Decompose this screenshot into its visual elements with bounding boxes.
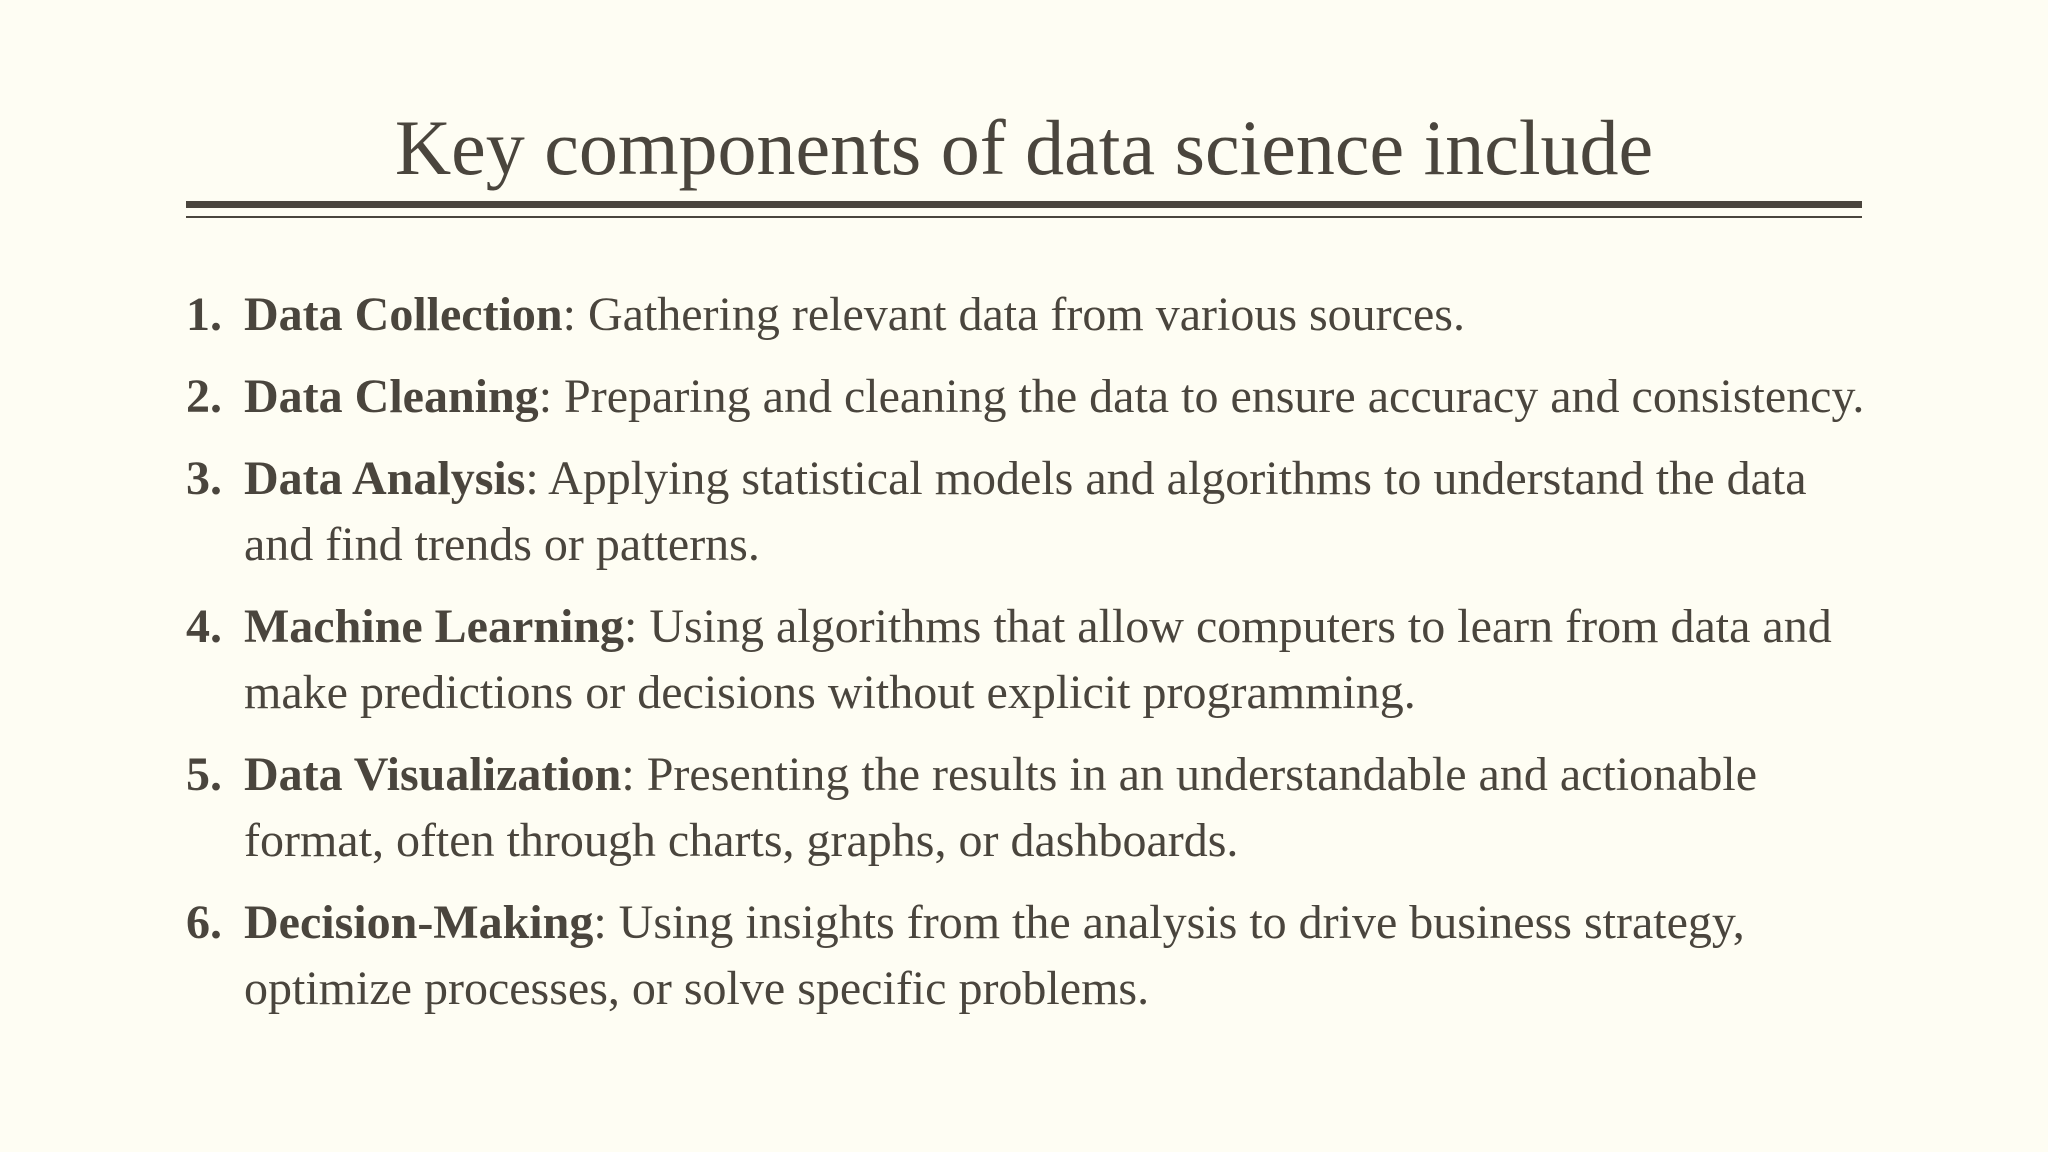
- item-number: 6.: [186, 896, 222, 949]
- item-description: : Applying statistical models and algorithms to understand the data and find trends or patterns.: [244, 452, 1807, 571]
- list-item: [186, 446, 1876, 578]
- item-term: Decision-Making: [244, 896, 594, 949]
- item-term: Data Analysis: [244, 452, 526, 505]
- slide-title: Key components of data science include: [394, 104, 1654, 191]
- item-number: 4.: [186, 600, 222, 653]
- item-number: 3.: [186, 452, 222, 505]
- title-rule-thin: [186, 216, 1862, 218]
- item-description: : Using insights from the analysis to drive business strategy, optimize processes, or solve specific problems.: [244, 896, 1745, 1015]
- components-list: [186, 282, 1876, 1038]
- item-description: : Presenting the results in an understandable and actionable format, often through charts, graphs, or dashboards.: [244, 748, 1758, 867]
- title-rule-thick: [186, 201, 1862, 208]
- list-item: [186, 890, 1876, 1022]
- item-term: Data Collection: [244, 288, 563, 341]
- item-description: : Using algorithms that allow computers to learn from data and make predictions or decisions without explicit programming.: [244, 600, 1832, 719]
- list-item: [186, 282, 1876, 348]
- item-term: Machine Learning: [244, 600, 624, 653]
- item-number: 2.: [186, 370, 222, 423]
- item-number: 5.: [186, 748, 222, 801]
- item-description: : Preparing and cleaning the data to ensure accuracy and consistency.: [538, 370, 1865, 423]
- item-number: 1.: [186, 288, 222, 341]
- list-item: [186, 364, 1876, 430]
- item-term: Data Visualization: [244, 748, 622, 801]
- item-term: Data Cleaning: [244, 370, 539, 423]
- item-description: : Gathering relevant data from various sources.: [562, 288, 1465, 341]
- list-item: [186, 594, 1876, 726]
- list-item: [186, 742, 1876, 874]
